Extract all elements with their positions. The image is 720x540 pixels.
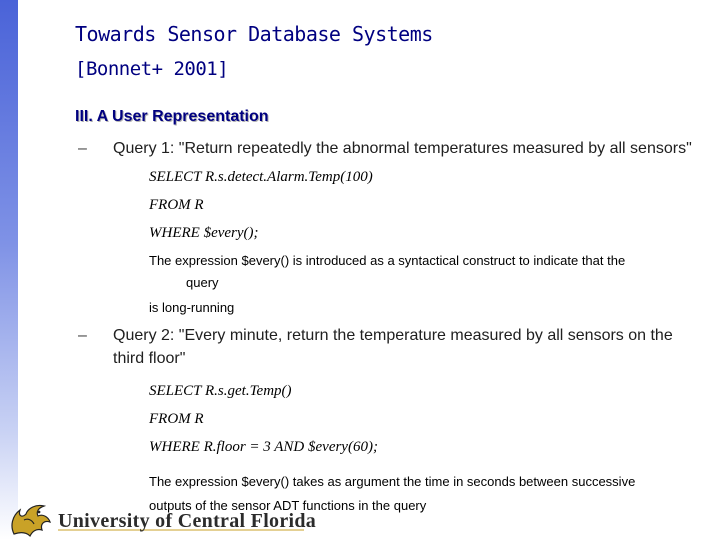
bullet-dash: – [78,327,87,344]
decorative-left-bar [0,0,18,540]
query-1-text: Query 1: "Return repeatedly the abnormal temperatures measured by all sensors" [113,140,692,157]
query-2-text-line1: Query 2: "Every minute, return the temperature measured by all sensors on the [113,327,673,344]
bullet-dash: – [78,140,87,157]
query-1-note-line2: query [186,275,219,290]
query-1-code-from: FROM R [149,197,204,213]
query-2-note-line1: The expression $every() takes as argument the time in seconds between successive [149,474,636,489]
query-2-code-where: WHERE R.floor = 3 AND $every(60); [149,439,378,455]
query-1-code-where: WHERE $every(); [149,225,259,241]
query-1-code-select: SELECT R.s.detect.Alarm.Temp(100) [149,169,373,185]
query-2-code-select: SELECT R.s.get.Temp() [149,383,292,399]
section-heading: III. A User Representation [75,108,269,125]
university-name: University of Central Florida [58,510,317,532]
query-1-note-line3: is long-running [149,300,235,315]
pegasus-icon [12,505,50,536]
query-1-note-line1: The expression $every() is introduced as a syntactical construct to indicate that the [149,253,626,268]
slide-subtitle: [Bonnet+ 2001] [75,58,229,80]
query-2-code-from: FROM R [149,411,204,427]
query-2-note-line2: outputs of the sensor ADT functions in the query [149,498,427,513]
slide-title: Towards Sensor Database Systems [75,22,433,46]
query-2-text-line2: third floor" [113,350,186,367]
